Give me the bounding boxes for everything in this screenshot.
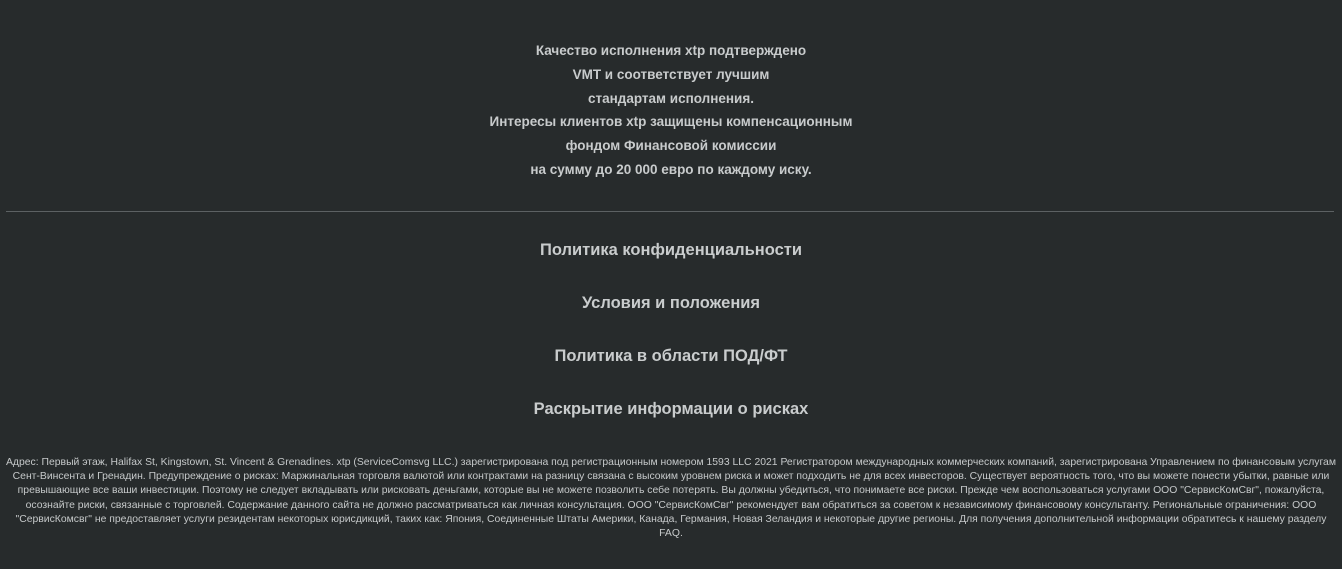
execution-quality-statement (0, 39, 1342, 182)
aml-policy-link[interactable]: Политика в области ПОД/ФТ (554, 347, 788, 365)
statement-line: фондом Финансовой комиссии (565, 138, 777, 154)
statement-line: на сумму до 20 000 евро по каждому иску. (530, 161, 812, 177)
terms-and-conditions-link[interactable]: Условия и положения (581, 294, 761, 312)
legal-disclaimer: Адрес: Первый этаж, Halifax St, Kingstown, St. Vincent & Grenadines. xtp (ServiceComsvg LLC.) зарегистрирована под регистрационным номером 1593 LLC 2021 Регистратором международных коммерческих компаний, зарегистрирована Управлением по финансовым услугам Сент-Винсента и Гренадин. Предупреждение о рисках: Маржинальная торговля валютой или контрактами на разницу связана с высоким уровнем риска и может подходить не для всех инвесторов. Существует вероятность того, что вы можете понести убытки, равные или превышающие все ваши инвестиции. Поэтому не следует вкладывать или рисковать деньгами, которые вы не можете позволить себе потерять. Вы должны убедиться, что понимаете все риски. Прежде чем воспользоваться услугами ООО "СервисКомСвг", пожалуйста, осознайте риски, связанные с торговлей. Содержание данного сайта не должно рассматриваться как личная консультация. ООО "СервисКомСвг" рекомендует вам обратиться за советом к независимому финансовому консультанту. Региональные ограничения: ООО "СервисКомсвг" не предоставляет услуги резидентам некоторых юрисдикций, таких как: Япония, Соединенные Штаты Америки, Канада, Германия, Новая Зеландия и некоторые другие регионы. Для получения дополнительной информации обратитесь к нашему разделу FAQ. (6, 457, 1336, 540)
statement-line: стандартам исполнения. (588, 90, 754, 106)
policy-links-nav (0, 237, 1342, 449)
privacy-policy-link[interactable]: Политика конфиденциальности (540, 241, 802, 259)
footer-divider (6, 211, 1334, 212)
statement-line: Интересы клиентов xtp защищены компенсационным (489, 114, 853, 130)
statement-line: VMT и соответствует лучшим (572, 66, 770, 82)
risk-disclosure-link[interactable]: Раскрытие информации о рисках (533, 400, 809, 418)
statement-line: Качество исполнения xtp подтверждено (535, 43, 807, 58)
